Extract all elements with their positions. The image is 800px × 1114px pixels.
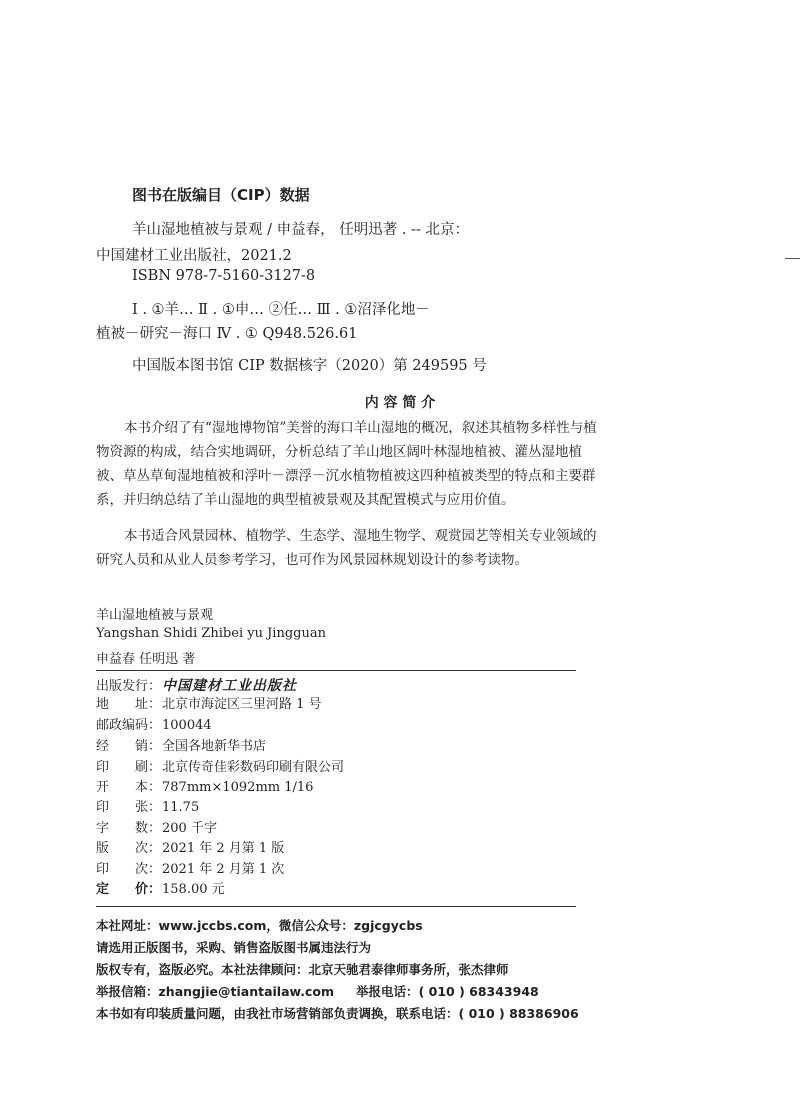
pub-row-edition [96, 839, 284, 859]
footer-report-row [96, 982, 539, 1000]
pub-label: 开 本： [96, 780, 162, 795]
cip-record-number: 中国版本图书馆 CIP 数据核字（2020）第 249595 号 [132, 358, 487, 374]
website-link[interactable]: www.jccbs.com [158, 918, 267, 933]
pub-value: 787mm×1092mm 1/16 [162, 780, 314, 795]
pub-row-printer [96, 758, 344, 778]
report-phone-label: 举报电话： [356, 984, 419, 999]
pub-value: 北京传奇佳彩数码印刷有限公司 [162, 760, 345, 775]
footer-website-row [96, 916, 423, 934]
divider-top [96, 670, 576, 671]
pub-value: 北京市海淀区三里河路 1 号 [162, 697, 322, 712]
summary-paragraph-2 [96, 524, 600, 572]
pub-label: 经 销： [96, 739, 162, 754]
cip-line-1: 羊山湿地植被与景观 / 申益春， 任明迅著 . -- 北京： [132, 222, 469, 238]
pub-label: 印 次： [96, 862, 162, 877]
pub-label: 定 价： [96, 882, 162, 897]
pub-row-wordcount [96, 819, 217, 839]
summary-paragraph-1 [96, 416, 600, 512]
pub-value: 200 千字 [162, 821, 217, 836]
website-label: 本社网址： [96, 918, 159, 933]
pub-row-distributor [96, 737, 266, 757]
pub-value: 2021 年 2 月第 1 版 [162, 841, 285, 856]
publisher-row [96, 676, 297, 696]
pub-value: 2021 年 2 月第 1 次 [162, 862, 285, 877]
footer-legal-row [96, 960, 509, 978]
pub-value: 11.75 [162, 800, 200, 815]
legal-counsel: 本社法律顾问：北京天驰君泰律师事务所，张杰律师 [221, 962, 509, 977]
book-title-pinyin: Yangshan Shidi Zhibei yu Jingguan [96, 626, 326, 641]
summary-title: 内 容 简 介 [364, 395, 436, 411]
cip-classification-2: 植被－研究－海口 Ⅳ . ① Q948.526.61 [96, 326, 358, 342]
publisher-logo: 中国建材工业出版社 [162, 678, 297, 694]
book-authors: 申益春 任明迅 著 [96, 652, 196, 667]
report-phone: ( 010 ) 68343948 [418, 984, 539, 999]
divider-bottom [96, 906, 576, 907]
pub-label: 印 张： [96, 800, 162, 815]
copyright-notice: 版权专有，盗版必究。 [96, 962, 222, 977]
pub-label: 版 次： [96, 841, 162, 856]
pub-label: 字 数： [96, 821, 162, 836]
pub-row-postcode [96, 716, 212, 736]
summary-paragraph-1-text: 本书介绍了有“湿地博物馆”美誉的海口羊山湿地的概况，叙述其植物多样性与植物资源的构成，结合实地调研，分析总结了羊山地区阔叶林湿地植被、灌丛湿地植被、草丛草甸湿地植被和浮叶－漂浮－沉水植物植被这四种植被类型的特点和主要群系，并归纳总结了羊山湿地的典型植被景观及其配置模式与应用价值。 [96, 420, 597, 508]
pub-label: 地 址： [96, 697, 162, 712]
pub-label: 印 刷： [96, 760, 162, 775]
book-title-cn: 羊山湿地植被与景观 [96, 608, 214, 623]
cip-classification-1: Ⅰ . ①羊… Ⅱ . ①申… ②任… Ⅲ . ①沼泽化地－ [132, 302, 430, 318]
pub-row-sheets [96, 798, 199, 818]
cip-title: 图书在版编目（CIP）数据 [132, 186, 310, 204]
pub-row-format [96, 778, 313, 798]
pub-row-printing [96, 860, 284, 880]
pub-row-price [96, 880, 225, 900]
pub-value: 158.00 元 [162, 882, 225, 897]
pub-label: 邮政编码： [96, 718, 162, 733]
pub-value: 全国各地新华书店 [162, 739, 267, 754]
report-email-label: 举报信箱： [96, 984, 159, 999]
footer-quality-notice: 本书如有印装质量问题，由我社市场营销部负责调换，联系电话：( 010 ) 88386906 [96, 1006, 579, 1021]
cip-isbn: ISBN 978-7-5160-3127-8 [132, 268, 316, 284]
report-email[interactable]: zhangjie@tiantailaw.com [158, 984, 335, 999]
cip-line-2: 中国建材工业出版社，2021.2 [96, 248, 292, 264]
pub-row-address [96, 695, 322, 715]
publisher-label: 出版发行： [96, 679, 162, 694]
summary-paragraph-2-text: 本书适合风景园林、植物学、生态学、湿地生物学、观赏园艺等相关专业领域的研究人员和从业人员参考学习，也可作为风景园林规划设计的参考读物。 [96, 528, 597, 568]
wechat-id: zgjcgycbs [353, 918, 423, 933]
footer-anti-piracy: 请选用正版图书，采购、销售盗版图书属违法行为 [96, 940, 372, 955]
wechat-label: ，微信公众号： [266, 918, 354, 933]
margin-tick [785, 258, 800, 259]
pub-value: 100044 [162, 718, 212, 733]
